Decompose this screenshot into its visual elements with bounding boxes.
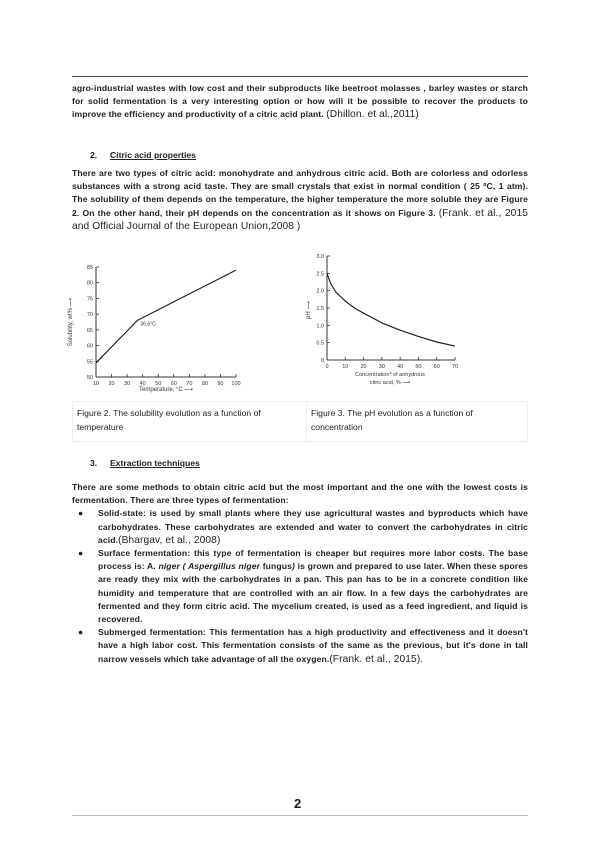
bullet-icon: ● [78,508,84,519]
section-2-citation: (Frank. et al., 2015 and Official Journal of the European Union,2008 ) [72,207,528,232]
x-tick-label: 0 [325,364,329,370]
x-tick-label: 70 [451,364,459,370]
y-axis-label: Solubility, wt% ⟶ [68,297,74,347]
x-tick-label: 50 [155,381,162,387]
intro-paragraph [72,82,528,122]
species-name: niger ( Aspergillus niger [158,561,261,572]
x-tick-label: 70 [186,381,193,387]
list-item [72,626,528,666]
y-tick-label: 1.0 [316,323,324,330]
y-tick-label: 75 [86,296,93,303]
bullet-icon: ● [78,627,84,638]
figure-3-caption: Figure 3. The pH evolution as a function of concentration [311,408,473,432]
y-tick-label: 50 [86,375,93,381]
x-tick-label: 60 [170,381,177,387]
bullet-citation: (Bhargav, et al., 2008) [118,534,221,546]
x-axis-label: Temperature, °C ⟶ [138,387,194,393]
x-tick-label: 80 [201,381,208,387]
y-axis-label: pH ⟶ [306,301,312,319]
data-line [327,273,455,346]
y-tick-label: 0 [320,358,324,364]
data-line [96,270,236,363]
bullet-citation: (Frank. et al., 2015). [329,653,424,665]
list-item [72,547,528,626]
x-axis-label: citric acid, % ⟶ [369,380,411,386]
figure-2-caption: Figure 2. The solubility evolution as a function of temperature [73,402,307,441]
y-tick-label: 65 [86,327,93,334]
bullet-text: Solid-state: is used by small plants where they use agricultural wastes and byproducts which have carbohydrates. These carbohydrates are extended and water to convert the carbohydrates in citric acid. [98,508,528,545]
x-tick-label: 90 [217,381,224,387]
y-tick-label: 85 [86,265,93,271]
x-tick-label: 30 [378,364,385,370]
x-tick-label: 50 [415,364,422,370]
y-tick-label: 70 [86,312,93,319]
intro-citation: (Dhillon. et al.,2011) [326,109,419,121]
ph-chart [300,250,475,395]
section-title: Extraction techniques [110,458,200,468]
bullet-text: is grown and prepared to use later. When these spores are ready they mix with the carbohydrates in a pan. This pan has to be in a concrete condition like humidity and temperature that are controlled with an air flow. In a few days the carbohydrates are fermented and they form citric acid. The mycelium created, is used as a feed ingredient, and liquid is recovered. [98,561,528,625]
x-tick-label: 10 [92,381,100,387]
y-tick-label: 2.0 [316,288,324,295]
x-tick-label: 20 [360,364,367,370]
header-rule [72,76,528,77]
x-tick-label: 40 [397,364,404,370]
y-tick-label: 55 [86,359,93,366]
bullet-text: Submerged fermentation: This fermentation has a high productivity and effectiveness and it doesn't have a high labor cost. This fermentation consists of the same as the previous, but it's done in tall narrow vessels which take advantage of all the oxygen. [98,627,528,664]
footer-rule [72,815,528,816]
list-item [72,507,528,547]
y-tick-label: 60 [86,343,93,350]
bullet-text: Surface fermentation: this type of fermentation is cheaper but requires more labor costs. The base process is: A. [98,548,528,572]
section-title: Citric acid properties [110,150,196,160]
solubility-chart [62,255,247,400]
x-tick-label: 10 [342,364,349,370]
figure-captions-table [72,401,528,442]
section-3-text: There are some methods to obtain citric acid but the most important and the one with the lowest costs is fermentation. There are three types of fermentation: [72,482,528,506]
bullet-text: fungus [260,561,292,572]
y-tick-label: 3.0 [316,254,324,260]
fermentation-list [72,507,528,665]
page-number: 2 [294,796,302,811]
section-2-text: There are two types of citric acid: monohydrate and anhydrous citric acid. Both are colorless and odorless substances with a strong acid taste. They are small crystals that exist in normal condition ( 25 ºC, 1 atm). The solubility of them depends on the temperature, the higher temperature the more soluble they are Figure 2. On the other hand, their pH depends on the concentration as it shows on Figure 3. [72,168,528,218]
x-tick-label: 100 [231,381,241,387]
section-2-paragraph [72,167,528,233]
intro-text: agro-industrial wastes with low cost and their subproducts like beetroot molasses , barley wastes or starch for solid fermentation is a very interesting option or how will it be possible to recover the products to improve the efficiency and productivity of a citric acid plant. [72,83,528,120]
section-number: 2. [90,150,98,160]
bullet-icon: ● [78,548,84,559]
y-tick-label: 2.5 [316,271,324,278]
bullet-text: ) [291,561,295,572]
section-3-body [72,481,528,666]
section-2-heading [90,150,196,160]
y-tick-label: 1.5 [316,306,324,312]
x-axis-label: Concentration* of anhydrous [355,372,425,378]
x-tick-label: 60 [433,364,440,370]
x-tick-label: 20 [108,381,115,387]
section-3-heading [90,458,200,468]
x-tick-label: 30 [124,381,131,387]
y-tick-label: 80 [86,280,93,287]
x-tick-label: 40 [139,381,146,387]
y-tick-label: 0.5 [316,340,324,347]
section-number: 3. [90,458,98,468]
annotation: 36.6°C [140,321,156,328]
